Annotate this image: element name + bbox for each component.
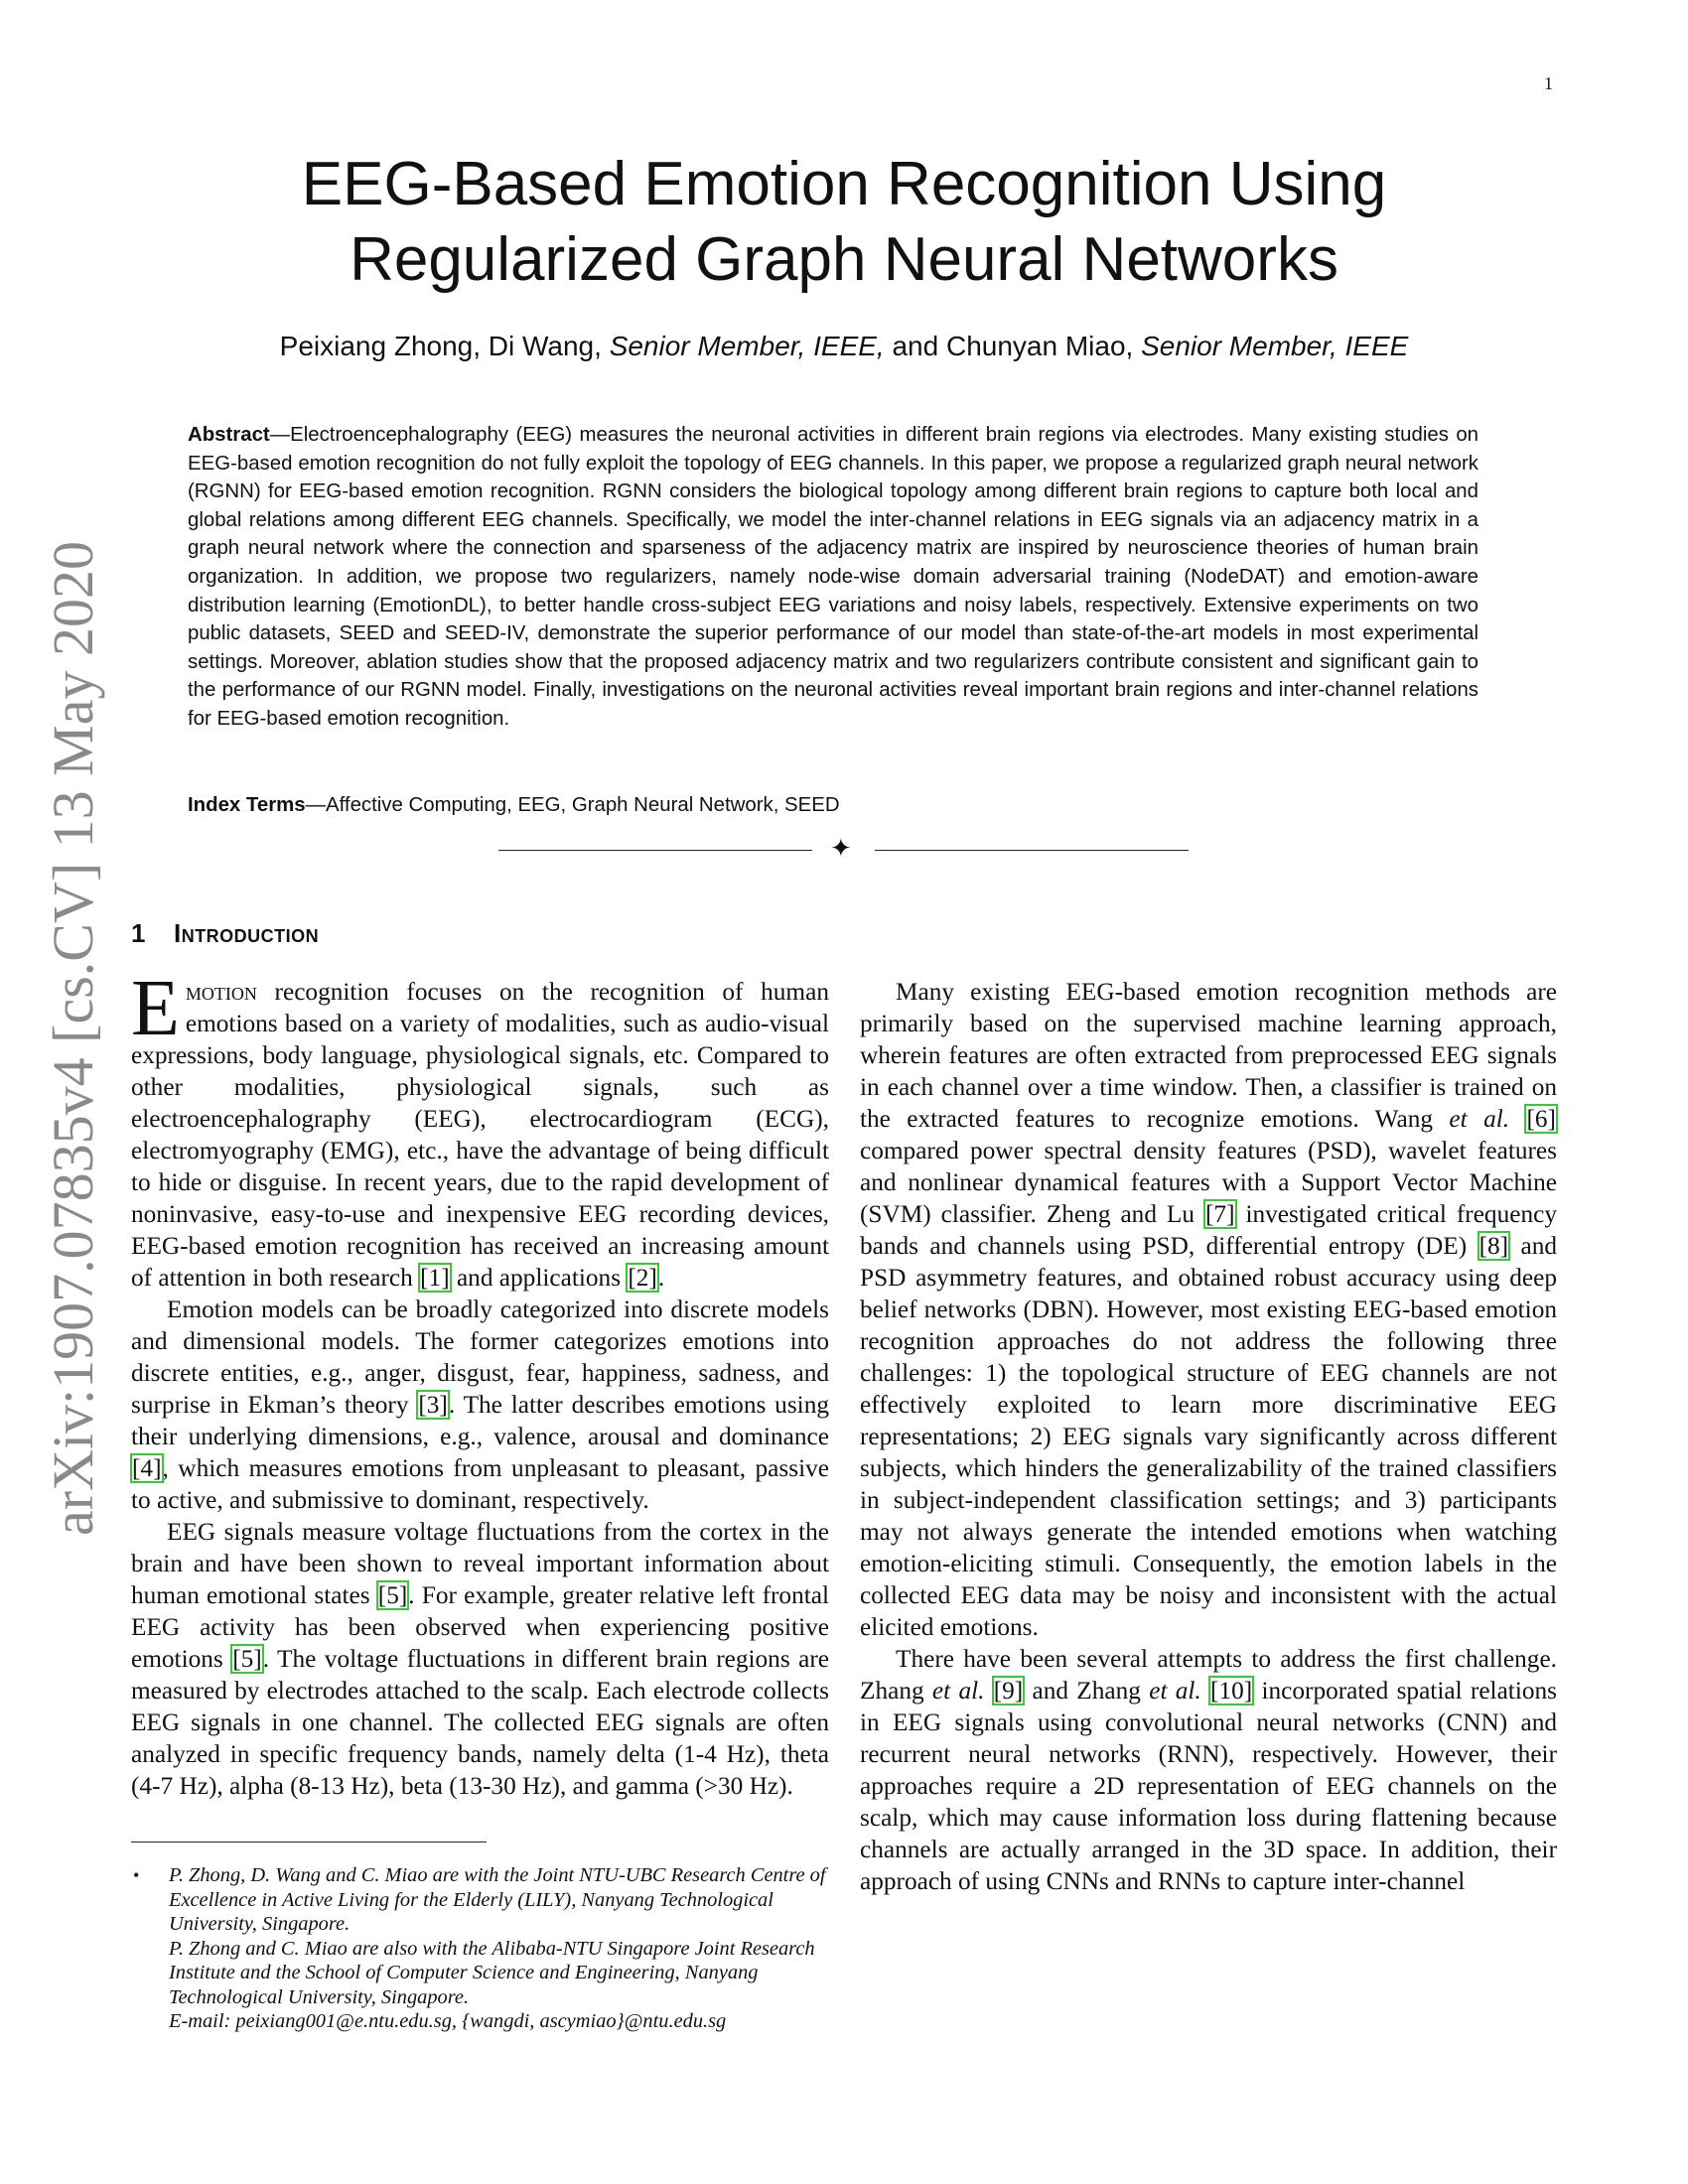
text-run: compared power spectral density features (PSD), wavelet features and nonlinear dynamical features with a Support Vector Machine (SVM) classifier. Zheng and Lu bbox=[860, 1137, 1557, 1228]
citation-link[interactable]: [2] bbox=[628, 1264, 657, 1292]
section-number: 1 bbox=[131, 918, 146, 948]
citation-link[interactable]: [1] bbox=[420, 1264, 450, 1292]
citation-link[interactable]: [7] bbox=[1205, 1200, 1235, 1228]
citation-link[interactable]: [6] bbox=[1526, 1105, 1556, 1133]
index-terms-text: —Affective Computing, EEG, Graph Neural Network, SEED bbox=[305, 794, 840, 816]
text-run bbox=[1509, 1105, 1525, 1133]
text-run: and Zhang bbox=[1024, 1677, 1150, 1705]
text-run: EEG signals measure voltage fluctuations from the cortex in the brain and have been shown to reveal important information about human emotional states bbox=[131, 1518, 829, 1609]
author-1-role: Senior Member, IEEE, bbox=[609, 331, 885, 361]
abstract-text: —Electroencephalography (EEG) measures the neuronal activities in different brain regions via electrodes. Many existing studies on EEG-based emotion recognition do not fully exploit the topology of EEG channels. In this paper, we propose a regularized graph neural network (RGNN) for EEG-based emotion recognition. RGNN considers the biological topology among different brain regions to capture both local and global relations among different EEG channels. Specifically, we model the inter-channel relations in EEG signals via an adjacency matrix in a graph neural network where the connection and sparseness of the adjacency matrix are inspired by neuroscience theories of human brain organization. In addition, we propose two regularizers, namely node-wise domain adversarial training (NodeDAT) and emotion-aware distribution learning (EmotionDL), to better handle cross-subject EEG variations and noisy labels, respectively. Extensive experiments on two public datasets, SEED and SEED-IV, demonstrate the superior performance of our model than state-of-the-art models in most experimental settings. Moreover, ablation studies show that the proposed adjacency matrix and two regularizers contribute consistent and significant gain to the performance of our RGNN model. Finally, investigations on the neuronal activities reveal important brain regions and inter-channel relations for EEG-based emotion recognition. bbox=[188, 424, 1478, 730]
arxiv-stamp: arXiv:1907.07835v4 [cs.CV] 13 May 2020 bbox=[41, 540, 105, 1536]
separator-diamond-icon: ✦ bbox=[830, 834, 852, 864]
text-run bbox=[984, 1677, 992, 1705]
citation-link[interactable]: [3] bbox=[418, 1391, 448, 1419]
intro-paragraph-4 bbox=[860, 976, 1557, 1643]
index-terms bbox=[188, 794, 1478, 817]
citation-link[interactable]: [9] bbox=[993, 1677, 1024, 1705]
citation-link[interactable]: [8] bbox=[1478, 1232, 1509, 1260]
text-run: , which measures emotions from unpleasant to pleasant, passive to active, and submissive to dominant, respectively. bbox=[131, 1454, 829, 1514]
text-run: . The latter describes emotions using their underlying dimensions, e.g., valence, arousal and dominance bbox=[131, 1391, 829, 1450]
author-2: and Chunyan Miao, bbox=[884, 331, 1142, 361]
section-title: Introduction bbox=[173, 918, 320, 948]
text-run: . The voltage fluctuations in different brain regions are measured by electrodes attached to the scalp. Each electrode collects EEG signals in one channel. The collected EEG signals are often analyzed in specific frequency bands, namely delta (1-4 Hz), theta (4-7 Hz), alpha (8-13 Hz), beta (13-30 Hz), and gamma (>30 Hz). bbox=[131, 1645, 829, 1800]
text-run: and applications bbox=[450, 1264, 628, 1292]
citation-link[interactable]: [5] bbox=[232, 1645, 262, 1673]
citation-link[interactable]: [4] bbox=[132, 1454, 162, 1482]
separator-rule-right bbox=[875, 850, 1189, 851]
separator-rule-left bbox=[498, 850, 812, 851]
text-run: Emotion models can be broadly categorized into discrete models and dimensional models. The former categorizes emotions into discrete entities, e.g., anger, disgust, fear, happiness, sadness, and surprise in Ekman’s theory bbox=[131, 1296, 829, 1419]
et-al: et al. bbox=[1149, 1677, 1201, 1705]
footnote-bullet: • bbox=[133, 1865, 140, 1885]
title-line-1: EEG-Based Emotion Recognition Using bbox=[301, 150, 1387, 218]
text-run: recognition focuses on the recognition of human emotions based on a variety of modalities, such as audio-visual expressions, body language, physiological signals, etc. Compared to other modalities, physiological signals, such as electroencephalography (EEG), electrocardiogram (ECG), electromyography (EMG), etc., have the advantage of being difficult to hide or disguise. In recent years, due to the rapid development of noninvasive, easy-to-use and inexpensive EEG recording devices, EEG-based emotion recognition has received an increasing amount of attention in both research bbox=[131, 978, 829, 1292]
paper-title bbox=[0, 147, 1688, 298]
title-line-2: Regularized Graph Neural Networks bbox=[350, 225, 1338, 294]
text-run: There have been several attempts to address the first challenge. Zhang bbox=[860, 1645, 1557, 1705]
et-al: et al. bbox=[931, 1677, 985, 1705]
citation-link[interactable]: [10] bbox=[1210, 1677, 1253, 1705]
et-al: et al. bbox=[1449, 1105, 1510, 1133]
text-run bbox=[1201, 1677, 1209, 1705]
text-run: . bbox=[657, 1264, 665, 1292]
abstract bbox=[188, 421, 1478, 734]
intro-paragraph-5 bbox=[860, 1643, 1557, 1897]
intro-paragraph-2 bbox=[131, 1294, 829, 1516]
text-run: and PSD asymmetry features, and obtained robust accuracy using deep belief networks (DBN). However, most existing EEG-based emotion recognition approaches do not address the following three challenges: 1) the topological structure of EEG channels are not effectively exploited to learn more discriminative EEG representations; 2) EEG signals vary significantly across different subjects, which hinders the generalizability of the trained classifiers in subject-independent classification settings; and 3) participants may not always generate the intended emotions when watching emotion-eliciting stimuli. Consequently, the emotion labels in the collected EEG data may be noisy and inconsistent with the actual elicited emotions. bbox=[860, 1232, 1557, 1641]
footnote bbox=[131, 1863, 829, 2034]
drop-cap: E bbox=[131, 965, 180, 1052]
text-run: incorporated spatial relations in EEG signals using convolutional neural networks (CNN) and recurrent neural networks (RNN), respectively. However, their approaches require a 2D representation of EEG channels on the scalp, which may cause information loss during flattening because channels are actually arranged in the 3D space. In addition, their approach of using CNNs and RNNs to capture inter-channel bbox=[860, 1677, 1558, 1895]
footnote-email: E-mail: peixiang001@e.ntu.edu.sg, {wangdi, ascymiao}@ntu.edu.sg bbox=[169, 2010, 727, 2032]
author-1: Peixiang Zhong, Di Wang, bbox=[279, 331, 610, 361]
footnote-affiliation-2: P. Zhong and C. Miao are also with the Alibaba-NTU Singapore Joint Research Institute and the School of Computer Science and Engineering, Nanyang Technological University, Singapore. bbox=[169, 1937, 815, 2008]
text-run: . For example, greater relative left frontal EEG activity has been observed when experiencing positive emotions bbox=[131, 1581, 830, 1673]
author-2-role: Senior Member, IEEE bbox=[1141, 331, 1409, 361]
left-column bbox=[131, 965, 830, 1802]
footnote-affiliation-1: P. Zhong, D. Wang and C. Miao are with the Joint NTU-UBC Research Centre of Excellence in Active Living for the Elderly (LILY), Nanyang Technological University, Singapore. bbox=[169, 1864, 826, 1935]
index-terms-label: Index Terms bbox=[188, 794, 306, 816]
footnote-rule bbox=[131, 1842, 487, 1843]
intro-paragraph-3 bbox=[131, 1516, 829, 1802]
author-line bbox=[0, 331, 1688, 362]
lead-word: motion bbox=[185, 978, 257, 1006]
text-run: Many existing EEG-based emotion recognition methods are primarily based on the supervised machine learning approach, wherein features are often extracted from preprocessed EEG signals in each channel over a time window. Then, a classifier is trained on the extracted features to recognize emotions. Wang bbox=[860, 978, 1557, 1133]
text-run: investigated critical frequency bands and channels using PSD, differential entropy (DE) bbox=[860, 1200, 1557, 1260]
page-number: 1 bbox=[1544, 73, 1553, 93]
right-column bbox=[860, 976, 1557, 1897]
abstract-label: Abstract bbox=[188, 424, 270, 446]
intro-paragraph-1 bbox=[131, 965, 829, 1294]
section-heading bbox=[131, 918, 319, 949]
citation-link[interactable]: [5] bbox=[377, 1581, 408, 1609]
